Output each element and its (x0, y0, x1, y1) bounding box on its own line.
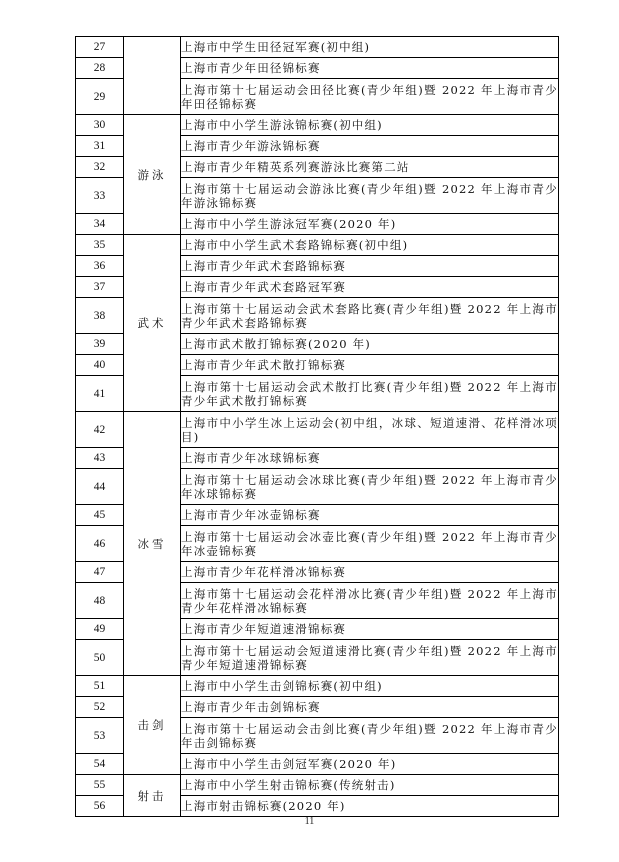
table-row (76, 775, 559, 796)
row-number: 48 (76, 583, 124, 619)
event-name: 上海市第十七届运动会击剑比赛(青少年组)暨 2022 年上海市青少年击剑锦标赛 (181, 718, 559, 754)
event-name: 上海市青少年击剑锦标赛 (181, 697, 559, 718)
event-name: 上海市青少年武术套路冠军赛 (181, 277, 559, 298)
category-cell: 击剑 (124, 676, 181, 775)
event-name: 上海市青少年田径锦标赛 (181, 58, 559, 79)
row-number: 56 (76, 796, 124, 817)
event-name: 上海市青少年花样滑冰锦标赛 (181, 562, 559, 583)
row-number: 53 (76, 718, 124, 754)
row-number: 28 (76, 58, 124, 79)
category-cell: 射击 (124, 775, 181, 817)
event-name: 上海市青少年武术套路锦标赛 (181, 256, 559, 277)
row-number: 42 (76, 412, 124, 448)
row-number: 44 (76, 469, 124, 505)
row-number: 43 (76, 448, 124, 469)
event-name: 上海市射击锦标赛(2020 年) (181, 796, 559, 817)
row-number: 40 (76, 355, 124, 376)
event-name: 上海市第十七届运动会花样滑冰比赛(青少年组)暨 2022 年上海市青少年花样滑冰锦标赛 (181, 583, 559, 619)
row-number: 30 (76, 115, 124, 136)
event-name: 上海市武术散打锦标赛(2020 年) (181, 334, 559, 355)
event-name: 上海市青少年冰壶锦标赛 (181, 505, 559, 526)
event-name: 上海市青少年武术散打锦标赛 (181, 355, 559, 376)
event-name: 上海市青少年游泳锦标赛 (181, 136, 559, 157)
event-name: 上海市中小学生游泳锦标赛(初中组) (181, 115, 559, 136)
event-name: 上海市第十七届运动会武术散打比赛(青少年组)暨 2022 年上海市青少年武术散打锦标赛 (181, 376, 559, 412)
row-number: 46 (76, 526, 124, 562)
table-row (76, 676, 559, 697)
event-name: 上海市第十七届运动会游泳比赛(青少年组)暨 2022 年上海市青少年游泳锦标赛 (181, 178, 559, 214)
event-name: 上海市中小学生冰上运动会(初中组，冰球、短道速滑、花样滑冰项目) (181, 412, 559, 448)
event-name: 上海市中小学生射击锦标赛(传统射击) (181, 775, 559, 796)
row-number: 34 (76, 214, 124, 235)
events-table (75, 36, 559, 817)
events-table-body (76, 37, 559, 817)
row-number: 50 (76, 640, 124, 676)
row-number: 37 (76, 277, 124, 298)
category-cell: 游泳 (124, 115, 181, 235)
row-number: 32 (76, 157, 124, 178)
row-number: 52 (76, 697, 124, 718)
table-row (76, 37, 559, 58)
row-number: 47 (76, 562, 124, 583)
row-number: 33 (76, 178, 124, 214)
event-name: 上海市第十七届运动会冰球比赛(青少年组)暨 2022 年上海市青少年冰球锦标赛 (181, 469, 559, 505)
event-name: 上海市第十七届运动会武术套路比赛(青少年组)暨 2022 年上海市青少年武术套路锦标赛 (181, 298, 559, 334)
row-number: 51 (76, 676, 124, 697)
event-name: 上海市青少年冰球锦标赛 (181, 448, 559, 469)
row-number: 36 (76, 256, 124, 277)
row-number: 49 (76, 619, 124, 640)
page-number: 11 (304, 816, 315, 827)
category-cell: 冰雪 (124, 412, 181, 676)
event-name: 上海市中小学生击剑冠军赛(2020 年) (181, 754, 559, 775)
row-number: 54 (76, 754, 124, 775)
row-number: 38 (76, 298, 124, 334)
category-cell (124, 37, 181, 115)
table-row (76, 235, 559, 256)
event-name: 上海市青少年精英系列赛游泳比赛第二站 (181, 157, 559, 178)
row-number: 29 (76, 79, 124, 115)
event-name: 上海市中小学生击剑锦标赛(初中组) (181, 676, 559, 697)
event-name: 上海市第十七届运动会冰壶比赛(青少年组)暨 2022 年上海市青少年冰壶锦标赛 (181, 526, 559, 562)
row-number: 39 (76, 334, 124, 355)
row-number: 31 (76, 136, 124, 157)
event-name: 上海市青少年短道速滑锦标赛 (181, 619, 559, 640)
category-cell: 武术 (124, 235, 181, 412)
table-row (76, 412, 559, 448)
table-row (76, 115, 559, 136)
row-number: 27 (76, 37, 124, 58)
row-number: 41 (76, 376, 124, 412)
event-name: 上海市中学生田径冠军赛(初中组) (181, 37, 559, 58)
event-name: 上海市第十七届运动会田径比赛(青少年组)暨 2022 年上海市青少年田径锦标赛 (181, 79, 559, 115)
event-name: 上海市中小学生武术套路锦标赛(初中组) (181, 235, 559, 256)
row-number: 35 (76, 235, 124, 256)
event-name: 上海市中小学生游泳冠军赛(2020 年) (181, 214, 559, 235)
row-number: 55 (76, 775, 124, 796)
row-number: 45 (76, 505, 124, 526)
event-name: 上海市第十七届运动会短道速滑比赛(青少年组)暨 2022 年上海市青少年短道速滑锦标赛 (181, 640, 559, 676)
